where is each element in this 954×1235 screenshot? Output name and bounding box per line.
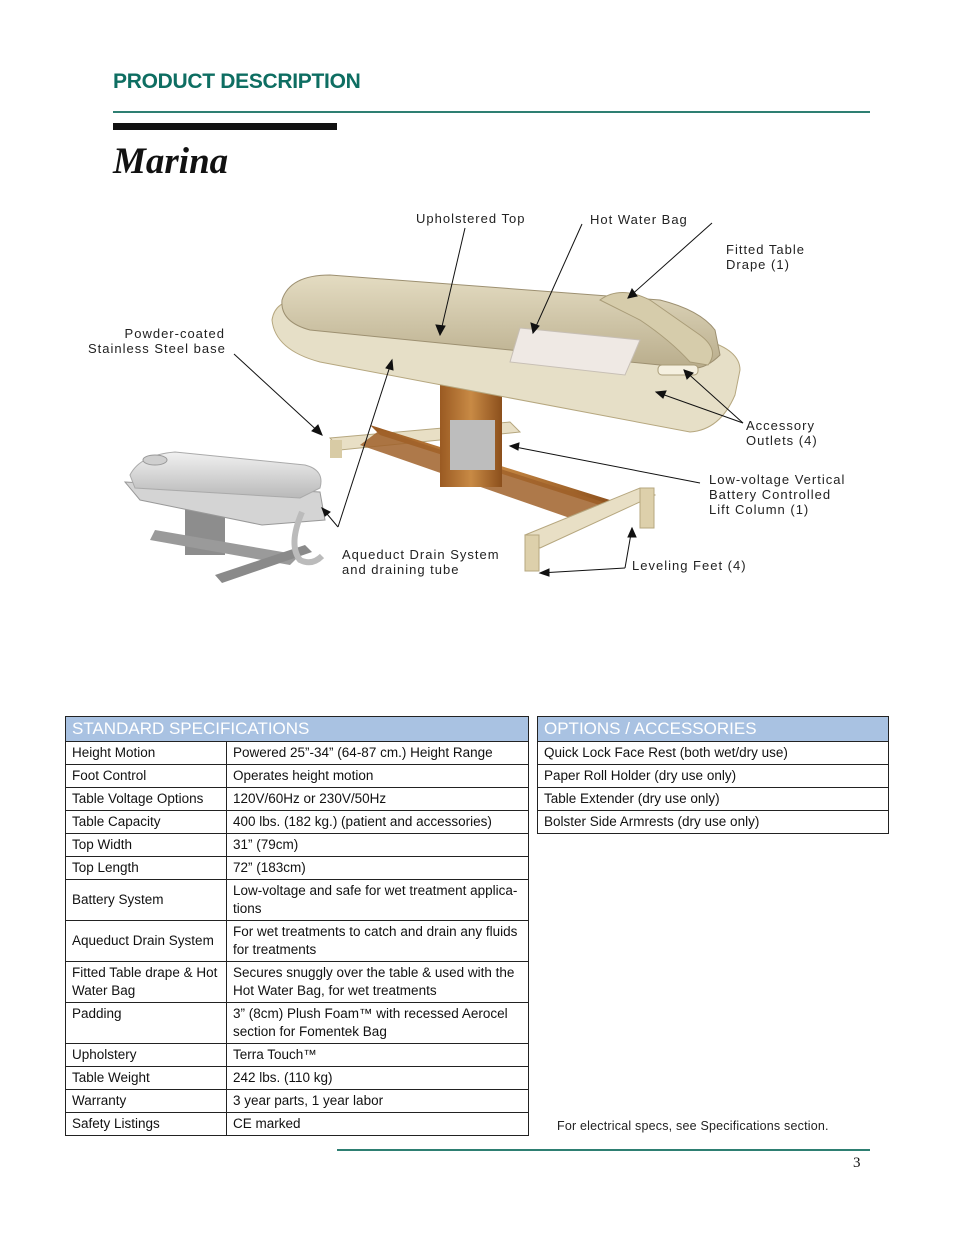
table-row xyxy=(66,1044,529,1067)
table-row xyxy=(66,857,529,880)
table-row xyxy=(66,742,529,765)
callout-line: Outlets (4) xyxy=(746,433,818,448)
table-row xyxy=(538,765,889,788)
spec-value: 31” (79cm) xyxy=(227,834,529,857)
spec-label: Battery System xyxy=(66,880,227,921)
header-rule xyxy=(113,111,870,113)
product-name: Marina xyxy=(113,141,229,182)
table-row xyxy=(538,811,889,834)
section-title: PRODUCT DESCRIPTION xyxy=(113,70,361,93)
main-table-image xyxy=(272,275,740,571)
spec-value: 120V/60Hz or 230V/50Hz xyxy=(227,788,529,811)
spec-label: Padding xyxy=(66,1003,227,1044)
standard-specs-table xyxy=(65,716,529,1136)
table-row xyxy=(66,765,529,788)
title-bar xyxy=(113,123,337,130)
option-item: Bolster Side Armrests (dry use only) xyxy=(538,811,889,834)
table-row xyxy=(66,834,529,857)
callout-lift-column xyxy=(709,472,845,517)
spec-label: Height Motion xyxy=(66,742,227,765)
spec-value: 242 lbs. (110 kg) xyxy=(227,1067,529,1090)
option-item: Paper Roll Holder (dry use only) xyxy=(538,765,889,788)
spec-label: Top Length xyxy=(66,857,227,880)
product-illustration xyxy=(0,195,954,590)
spec-value: Operates height motion xyxy=(227,765,529,788)
spec-value: 400 lbs. (182 kg.) (patient and accessories) xyxy=(227,811,529,834)
spec-label: Aqueduct Drain System xyxy=(66,921,227,962)
callout-line: Battery Controlled xyxy=(709,487,832,502)
callout-line: Fitted Table xyxy=(726,242,805,257)
callout-line: and draining tube xyxy=(342,562,460,577)
table-row xyxy=(66,811,529,834)
callout-outlets xyxy=(746,418,818,448)
spec-label: Table Capacity xyxy=(66,811,227,834)
option-item: Quick Lock Face Rest (both wet/dry use) xyxy=(538,742,889,765)
table-row xyxy=(66,1003,529,1044)
spec-label: Table Weight xyxy=(66,1067,227,1090)
callout-line: Lift Column (1) xyxy=(709,502,810,517)
small-table-image xyxy=(125,452,325,583)
callout-line: Drape (1) xyxy=(726,257,790,272)
callout-line: Low-voltage Vertical xyxy=(709,472,846,487)
options-header: OPTIONS / ACCESSORIES xyxy=(538,717,889,742)
option-item: Table Extender (dry use only) xyxy=(538,788,889,811)
callout-line: Accessory xyxy=(746,418,815,433)
spec-value: Powered 25”-34” (64-87 cm.) Height Range xyxy=(227,742,529,765)
callout-line: Stainless Steel base xyxy=(88,341,226,356)
spec-value: Low-voltage and safe for wet treatment applica-tions xyxy=(227,880,529,921)
table-row xyxy=(66,1113,529,1136)
table-row xyxy=(66,880,529,921)
spec-value: 72” (183cm) xyxy=(227,857,529,880)
callout-upholstered-top: Upholstered Top xyxy=(416,211,526,226)
spec-label: Table Voltage Options xyxy=(66,788,227,811)
page-number: 3 xyxy=(853,1155,861,1171)
table-row xyxy=(538,788,889,811)
table-row xyxy=(66,921,529,962)
options-table xyxy=(537,716,889,834)
callout-leveling-feet: Leveling Feet (4) xyxy=(632,558,747,573)
standard-specs-header: STANDARD SPECIFICATIONS xyxy=(66,717,529,742)
callout-line: Aqueduct Drain System xyxy=(342,547,500,562)
electrical-specs-note: For electrical specs, see Specifications section. xyxy=(557,1119,829,1133)
callout-drain xyxy=(342,547,500,577)
spec-value: 3” (8cm) Plush Foam™ with recessed Aerocel section for Fomentek Bag xyxy=(227,1003,529,1044)
spec-label: Foot Control xyxy=(66,765,227,788)
callout-fitted-drape xyxy=(726,242,805,272)
spec-label: Fitted Table drape & Hot Water Bag xyxy=(66,962,227,1003)
callout-line: Powder-coated xyxy=(124,326,225,341)
spec-label: Safety Listings xyxy=(66,1113,227,1136)
spec-value: CE marked xyxy=(227,1113,529,1136)
callout-base xyxy=(88,326,225,356)
table-row xyxy=(66,788,529,811)
callout-hot-water-bag: Hot Water Bag xyxy=(590,212,688,227)
spec-label: Top Width xyxy=(66,834,227,857)
spec-value: For wet treatments to catch and drain any fluids for treatments xyxy=(227,921,529,962)
spec-value: Secures snuggly over the table & used with the Hot Water Bag, for wet treatments xyxy=(227,962,529,1003)
spec-value: 3 year parts, 1 year labor xyxy=(227,1090,529,1113)
table-row xyxy=(66,1090,529,1113)
table-row xyxy=(66,1067,529,1090)
spec-label: Upholstery xyxy=(66,1044,227,1067)
spec-label: Warranty xyxy=(66,1090,227,1113)
table-row xyxy=(538,742,889,765)
spec-value: Terra Touch™ xyxy=(227,1044,529,1067)
footer-rule xyxy=(337,1149,870,1151)
table-row xyxy=(66,962,529,1003)
